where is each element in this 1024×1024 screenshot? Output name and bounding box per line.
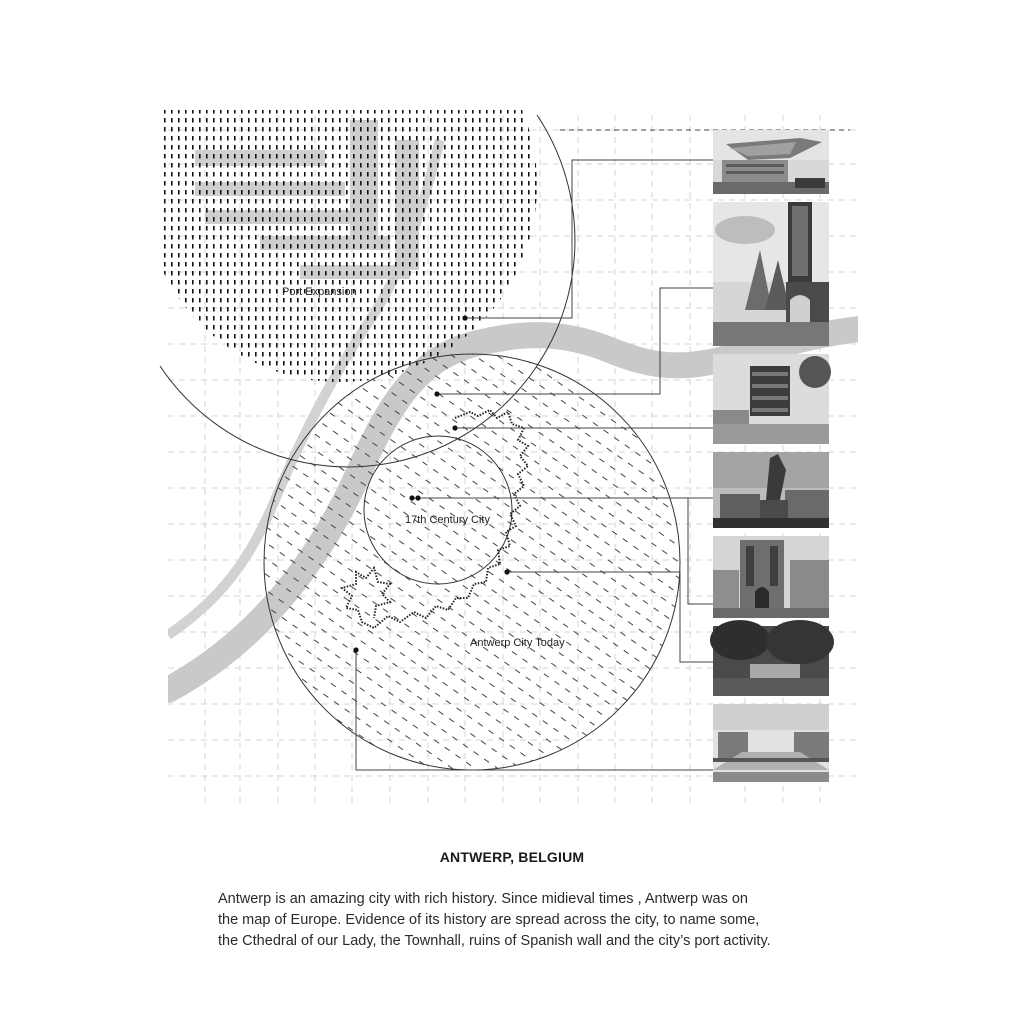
photo-port-house	[713, 130, 829, 194]
description-line-1: Antwerp is an amazing city with rich history. Since midieval times , Antwerp was on	[218, 891, 748, 907]
photo-boulevard	[713, 704, 829, 782]
description-line-2: the map of Europe. Evidence of its history are spread across the city, to name some,	[218, 912, 760, 928]
photo-cathedral	[713, 536, 829, 618]
city-today-zone	[264, 354, 680, 770]
label-port-expansion: Port Expansion	[282, 286, 357, 298]
description-text	[218, 889, 818, 952]
page-title: ANTWERP, BELGIUM	[439, 849, 585, 865]
photo-mas-museum	[713, 354, 831, 444]
label-17th-century-city: 17th Century City	[405, 514, 490, 526]
photo-city-park	[710, 620, 834, 696]
description-line-3: the Cthedral of our Lady, the Townhall, ruins of Spanish wall and the city’s port activity.	[218, 933, 771, 949]
photo-harbour-cranes	[713, 202, 829, 346]
label-antwerp-city-today: Antwerp City Today	[470, 637, 565, 649]
photo-grote-markt	[713, 452, 829, 528]
